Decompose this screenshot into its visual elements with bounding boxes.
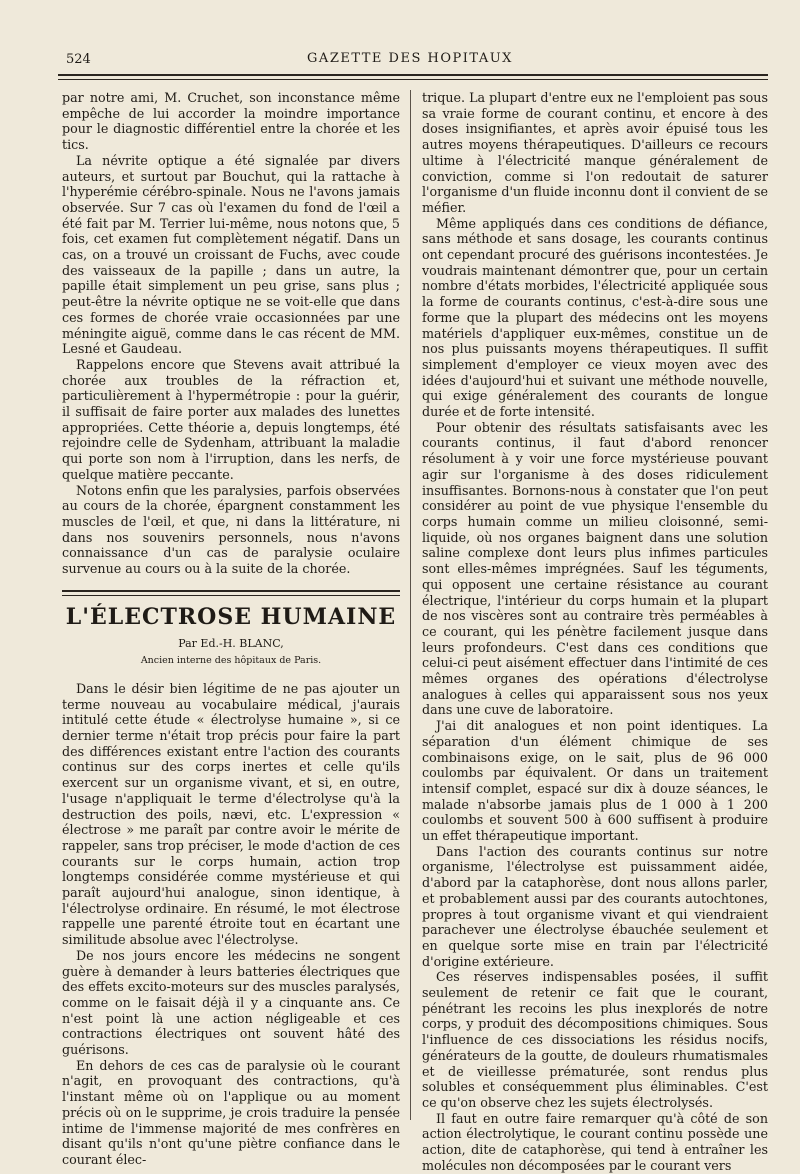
page-header <box>60 48 760 68</box>
paragraph: Rappelons encore que Stevens avait attribué la chorée aux troubles de la réfraction et, particulièrement à l'hypermétropie : pour la guérir, il suffisait de faire porter aux malades des lunettes appropriées. Cette théorie a, depuis longtemps, été rejoindre celle de Sydenham, attribuant la maladie qui porte son nom à l'irruption, dans les nerfs, de quelque matière peccante. <box>62 356 400 482</box>
paragraph: De nos jours encore les médecins ne songent guère à demander à leurs batteries électriques que des effets excito-moteurs sur des muscles paralysés, comme on le faisait déjà il y a cinquante ans. Ce n'est point là une action négligeable et ces contractions électriques ont souvent hâté des guérisons. <box>62 947 400 1058</box>
left-column <box>62 90 400 1168</box>
header-rule <box>58 74 768 76</box>
paragraph: Dans le désir bien légitime de ne pas ajouter un terme nouveau au vocabulaire médical, j'aurais intitulé cette étude « électrolyse humaine », si ce dernier terme n'était trop précis pour faire la part des différences existant entre l'action des courants continus sur des corps inertes et celle qu'ils exercent sur un organisme vivant, et si, en outre, l'usage n'appliquait le terme d'électrolyse qu'à la destruction des poils, nævi, etc. L'expression « électrose » me paraît par contre avoir le mérite de rappeler, sans trop préciser, le mode d'action de ces courants sur le corps humain, action trop longtemps considérée comme mystérieuse et qui paraît aujourd'hui analogue, sinon identique, à l'électrolyse ordinaire. En résumé, le mot électrose rappelle une parenté étroite tout en écartant une similitude absolue avec l'électrolyse. <box>62 680 400 948</box>
column-divider <box>410 90 411 1120</box>
page-number: 524 <box>66 52 91 67</box>
article-title: L'ÉLECTROSE HUMAINE <box>65 603 397 630</box>
journal-title: GAZETTE DES HOPITAUX <box>307 51 513 66</box>
paragraph: En dehors de ces cas de paralysie où le courant n'agit, en provoquant des contractions, qu'à l'instant même où on l'applique ou au moment précis où on le supprime, je crois traduire la pensée intime de l'immense majorité de mes confrères en disant qu'ils n'ont qu'une piètre confiance dans le courant élec- <box>62 1057 400 1167</box>
article-byline: Par Ed.-H. BLANC, <box>178 636 284 650</box>
section-separator <box>62 590 400 596</box>
paragraph: Même appliqués dans ces conditions de défiance, sans méthode et sans dosage, les courants continus ont cependant procuré des guérisons incontestées. Je voudrais maintenant démontrer que, pour un certain nombre d'états morbides, l'électricité appliquée sous la forme de courants continus, c'est-à-dire sous une forme que la plupart des médecins ont les moyens matériels d'appliquer eux-mêmes, constitue un de nos plus puissants moyens thérapeutiques. Il suffit simplement d'employer ce vieux moyen avec des idées d'aujourd'hui et suivant une méthode nouvelle, qui exige généralement des courants de longue durée et de forte intensité. <box>422 215 768 420</box>
paragraph: J'ai dit analogues et non point identiques. La séparation d'un élément chimique de ses combinaisons exige, on le sait, plus de 96 000 coulombs par équivalent. Or dans un traitement intensif complet, espacé sur dix à douze séances, le malade n'absorbe jamais plus de 1 000 à 1 200 coulombs et souvent 500 à 600 suffisent à produire un effet thérapeutique important. <box>422 718 768 844</box>
paragraph: par notre ami, M. Cruchet, son inconstance même empêche de lui accorder la moindre importance pour le diagnostic différentiel entre la chorée et les tics. <box>62 90 400 153</box>
paragraph: La névrite optique a été signalée par divers auteurs, et surtout par Bouchut, qui la rattache à l'hyperémie cérébro-spinale. Nous ne l'avons jamais observée. Sur 7 cas où l'examen du fond de l'œil a été fait par M. Terrier lui-même, nous notons que, 5 fois, cet examen fut complètement négatif. Dans un cas, on a trouvé un croissant de Fuchs, avec coude des vaisseaux de la papille ; dans un autre, la papille était simplement un peu grise, sans plus ; peut-être la névrite optique ne se voit-elle que dans ces formes de chorée vraie occasionnées par une méningite aiguë, comme dans le cas récent de MM. Lesné et Gaudeau. <box>62 152 400 357</box>
paragraph: Dans l'action des courants continus sur notre organisme, l'électrolyse est puissamment aidée, d'abord par la cataphorèse, dont nous allons parler, et probablement aussi par des courants autochtones, propres à tout organisme vivant et qui viendraient parachever une électrolyse ébauchée seulement et en quelque sorte mise en train par l'électricité d'origine extérieure. <box>422 843 768 969</box>
paragraph: Notons enfin que les paralysies, parfois observées au cours de la chorée, épargnent constamment les muscles de l'œil, et que, ni dans la littérature, ni dans nos souvenirs personnels, nous n'avons connaissance d'un cas de paralysie oculaire survenue au cours ou à la suite de la chorée. <box>62 482 400 577</box>
paragraph: Il faut en outre faire remarquer qu'à côté de son action électrolytique, le courant continu possède une action, dite de cataphorèse, qui tend à entraîner les molécules non décomposées par le courant vers <box>422 1110 768 1173</box>
paragraph: trique. La plupart d'entre eux ne l'emploient pas sous sa vraie forme de courant continu, et encore à des doses insignifiantes, et après avoir épuisé tous les autres moyens thérapeutiques. D'ailleurs ce recours ultime à l'électricité manque généralement de conviction, comme si l'on redoutait de saturer l'organisme d'un fluide inconnu dont il convient de se méfier. <box>422 90 768 215</box>
header-rule-thin <box>58 79 768 80</box>
paragraph: Pour obtenir des résultats satisfaisants avec les courants continus, il faut d'abord renoncer résolument à y voir une force mystérieuse pouvant agir sur l'organisme à des doses ridiculement insuffisantes. Bornons-nous à constater que l'on peut considérer au point de vue physique l'ensemble du corps humain comme un milieu cloisonné, semi-liquide, où nos organes baignent dans une solution saline complexe dont leurs plus infimes particules sont elles-mêmes imprégnées. Sauf les téguments, qui opposent une certaine résistance au courant électrique, l'intérieur du corps humain et la plupart de nos viscères sont au contraire très perméables à ce courant, qui les pénètre facilement jusque dans leurs profondeurs. C'est dans ces conditions que celui-ci peut aisément effectuer dans l'intimité de ces mêmes organes des opérations d'électrolyse analogues à celles qui apparaissent sous nos yeux dans une cuve de laboratoire. <box>422 419 768 718</box>
paragraph: Ces réserves indispensables posées, il suffit seulement de retenir ce fait que le courant, pénétrant les recoins les plus inexplorés de notre corps, y produit des décompositions chimiques. Sous l'influence de ces dissociations les résidus nocifs, générateurs de la goutte, de douleurs rhumatismales et de vieillesse prématurée, sont rendus plus solubles et conséquemment plus éliminables. C'est ce qu'on observe chez les sujets électrolysés. <box>422 969 768 1110</box>
author-affiliation: Ancien interne des hôpitaux de Paris. <box>140 655 322 667</box>
right-column <box>422 90 768 1174</box>
